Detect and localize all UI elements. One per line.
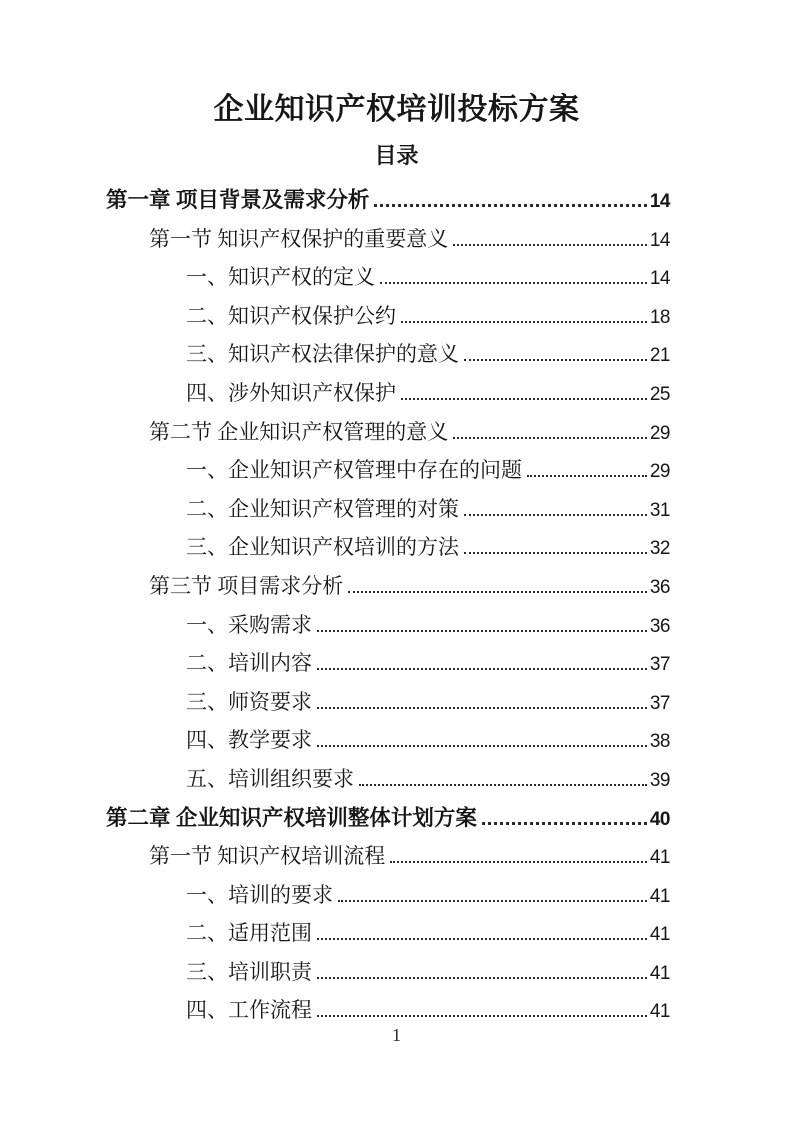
toc-entry-label: 二、企业知识产权管理的对策 [186,496,459,521]
toc-entry-label: 一、培训的要求 [186,882,333,907]
toc-entry-page-number: 29 [649,461,670,483]
toc-entry-page-number: 37 [649,654,670,676]
toc-entry-item[interactable] [106,915,670,954]
toc-entry-page-number: 41 [649,962,670,984]
toc-entry-label: 四、涉外知识产权保护 [186,380,396,405]
toc-entry-page-number: 36 [649,576,670,598]
toc-entry-page-number: 38 [649,731,670,753]
dot-leader-icon [317,938,647,940]
toc-entry-item[interactable] [106,954,670,993]
toc-entry-label: 第二节 企业知识产权管理的意义 [149,419,449,444]
toc-entry-item[interactable] [106,607,670,646]
dot-leader-icon [317,630,647,632]
toc-entry-page-number: 37 [649,692,670,714]
toc-entry-label: 二、知识产权保护公约 [186,303,396,328]
dot-leader-icon [317,707,647,709]
toc-entry-page-number: 21 [649,345,670,367]
toc-entry-page-number: 14 [649,229,670,251]
toc-entry-label: 第一节 知识产权培训流程 [149,844,386,869]
dot-leader-icon [317,668,647,670]
toc-entry-item[interactable] [106,529,670,568]
toc-entry-item[interactable] [106,336,670,375]
toc-entry-label: 第二章 企业知识产权培训整体计划方案 [106,805,477,830]
dot-leader-icon [527,475,647,477]
toc-entry-label: 四、教学要求 [186,728,312,753]
dot-leader-icon [464,514,647,516]
toc-entry-page-number: 41 [649,885,670,907]
toc-entry-section[interactable] [106,221,670,260]
toc-entry-chapter[interactable] [106,800,670,839]
toc-entry-item[interactable] [106,877,670,916]
toc-entry-item[interactable] [106,298,670,337]
toc-entry-page-number: 14 [649,191,670,212]
dot-leader-icon [464,359,647,361]
toc-entry-page-number: 14 [649,268,670,290]
dot-leader-icon [453,244,647,246]
toc-heading: 目录 [374,143,419,168]
toc-entry-section[interactable] [106,414,670,453]
dot-leader-icon [317,1015,647,1017]
dot-leader-icon [374,204,646,207]
toc-entry-section[interactable] [106,568,670,607]
toc-entry-label: 一、采购需求 [186,612,312,637]
toc-entry-label: 第一节 知识产权保护的重要意义 [149,226,449,251]
dot-leader-icon [464,552,647,554]
toc-entry-label: 二、适用范围 [186,921,312,946]
toc-entry-item[interactable] [106,375,670,414]
toc-entry-item[interactable] [106,645,670,684]
toc-entry-page-number: 29 [649,422,670,444]
toc-entry-item[interactable] [106,452,670,491]
toc-entry-label: 第一章 项目背景及需求分析 [106,188,370,212]
dot-leader-icon [482,822,647,825]
toc-entry-label: 三、知识产权法律保护的意义 [186,342,459,367]
toc-entry-section[interactable] [106,838,670,877]
toc-entry-item[interactable] [106,259,670,298]
toc-entry-page-number: 41 [649,847,670,869]
toc-entry-page-number: 39 [649,769,670,791]
toc-entry-page-number: 36 [649,615,670,637]
toc-entry-item[interactable] [106,761,670,800]
toc-entry-page-number: 41 [649,924,670,946]
toc-entry-page-number: 41 [649,1001,670,1023]
dot-leader-icon [401,321,647,323]
toc-entry-chapter[interactable] [106,182,670,221]
toc-entry-label: 三、企业知识产权培训的方法 [186,535,459,560]
toc-entry-label: 一、知识产权的定义 [186,265,375,290]
toc-entry-label: 一、企业知识产权管理中存在的问题 [186,458,522,483]
dot-leader-icon [359,784,647,786]
toc-entry-label: 二、培训内容 [186,651,312,676]
toc-entry-page-number: 18 [649,306,670,328]
dot-leader-icon [317,745,647,747]
toc-entry-page-number: 25 [649,383,670,405]
dot-leader-icon [317,977,647,979]
table-of-contents [106,182,670,1031]
toc-entry-label: 五、培训组织要求 [186,766,354,791]
toc-entry-label: 四、工作流程 [186,998,312,1023]
toc-entry-item[interactable] [106,491,670,530]
document-title: 企业知识产权培训投标方案 [213,93,580,126]
dot-leader-icon [348,591,647,593]
dot-leader-icon [338,900,647,902]
toc-entry-item[interactable] [106,722,670,761]
toc-entry-page-number: 40 [649,808,670,830]
toc-entry-label: 三、师资要求 [186,689,312,714]
toc-entry-page-number: 31 [649,499,670,521]
dot-leader-icon [380,282,647,284]
toc-entry-label: 第三节 项目需求分析 [149,573,344,598]
dot-leader-icon [390,861,647,863]
toc-entry-page-number: 32 [649,538,670,560]
dot-leader-icon [453,437,647,439]
toc-entry-label: 三、培训职责 [186,959,312,984]
page-number: 1 [392,1025,401,1045]
toc-entry-item[interactable] [106,684,670,723]
dot-leader-icon [401,398,647,400]
